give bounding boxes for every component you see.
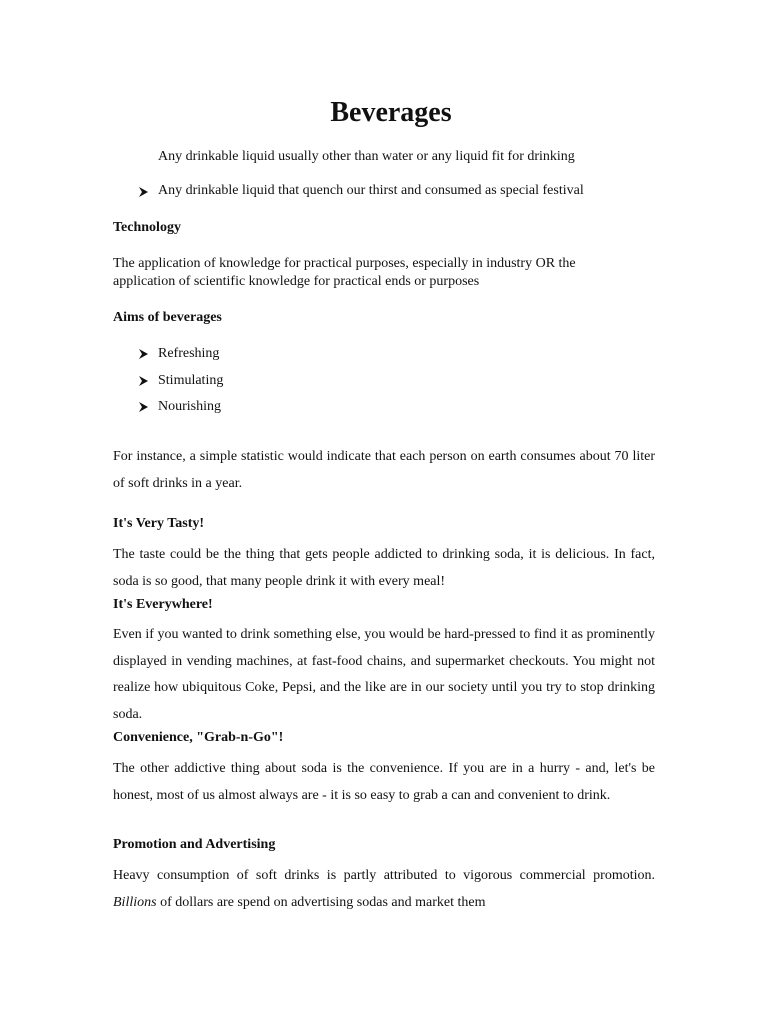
convenience-text: The other addictive thing about soda is the convenience. If you are in a hurry - and, let's be honest, most of us almost always are - it is so easy to grab a can and convenient to drink.: [113, 761, 655, 803]
arrow-bullet-icon: [138, 372, 152, 390]
aims-item-nourishing: Nourishing: [158, 399, 221, 414]
definition-bullet-text: Any drinkable liquid that quench our thirst and consumed as special festival: [158, 183, 584, 198]
technology-heading: Technology: [113, 220, 181, 235]
definition-text: Any drinkable liquid usually other than water or any liquid fit for drinking: [158, 149, 575, 164]
promotion-text-after: of dollars are spend on advertising sodas and market them: [160, 895, 486, 910]
everywhere-text: Even if you wanted to drink something else, you would be hard-pressed to find it as prominently displayed in vending machines, at fast-food chains, and supermarket checkouts. You might not realize how ubiquitous Coke, Pepsi, and the like are in our society until you try to stop drinking soda.: [113, 627, 655, 722]
aims-heading: Aims of beverages: [113, 310, 222, 325]
tasty-heading: It's Very Tasty!: [113, 516, 205, 531]
everywhere-heading: It's Everywhere!: [113, 597, 213, 612]
statistic-text: For instance, a simple statistic would indicate that each person on earth consumes about 70 liter of soft drinks in a year.: [113, 449, 655, 491]
aims-item-stimulating: Stimulating: [158, 373, 224, 388]
tasty-text: The taste could be the thing that gets people addicted to drinking soda, it is delicious. In fact, soda is so good, that many people drink it with every meal!: [113, 547, 655, 589]
promotion-text: [113, 862, 655, 916]
arrow-bullet-icon: [138, 345, 152, 363]
arrow-bullet-icon: [138, 183, 152, 201]
promotion-heading: Promotion and Advertising: [113, 837, 276, 852]
technology-text: The application of knowledge for practical purposes, especially in industry OR the application of scientific knowledge for practical ends or purposes: [113, 256, 576, 289]
arrow-bullet-icon: [138, 398, 152, 416]
document-title: Beverages: [330, 97, 452, 128]
promotion-emphasis: Billions: [113, 895, 157, 910]
aims-item-refreshing: Refreshing: [158, 346, 220, 361]
promotion-text-before: Heavy consumption of soft drinks is partly attributed to vigorous commercial promotion.: [113, 868, 655, 883]
convenience-heading: Convenience, "Grab-n-Go"!: [113, 730, 284, 745]
